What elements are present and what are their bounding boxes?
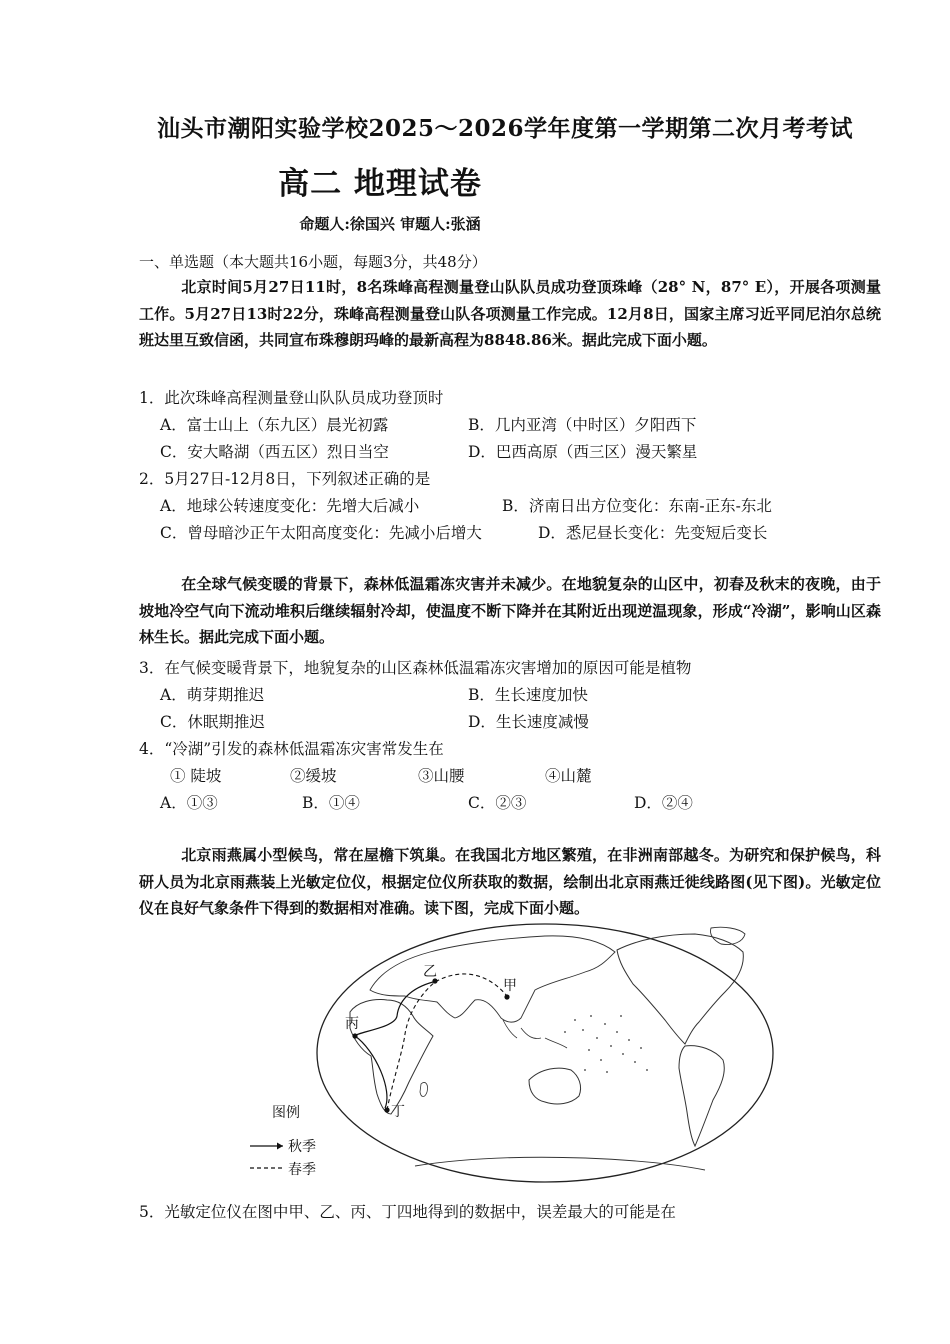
question-4-item-2: ②缓坡: [290, 767, 337, 785]
legend-autumn-arrow: [277, 1143, 283, 1150]
landmass-north-america: [617, 934, 743, 1044]
legend-title: 图例: [272, 1105, 300, 1121]
question-2-option-a[interactable]: A．地球公转速度变化：先增大后减小: [160, 497, 420, 515]
landmass-madagascar: [420, 1082, 428, 1096]
question-1-option-b[interactable]: B．几内亚湾（中时区）夕阳西下: [468, 416, 697, 434]
point-ding: [384, 1107, 389, 1112]
question-3-option-d[interactable]: D．生长速度减慢: [468, 713, 589, 731]
question-4-item-4: ④山麓: [545, 767, 592, 785]
route-spring: [387, 974, 507, 1110]
landmass-antarctica: [415, 1157, 705, 1170]
landmass-australia: [529, 1068, 581, 1104]
question-2-option-c[interactable]: C．曾母暗沙正午太阳高度变化：先减小后增大: [160, 524, 482, 542]
label-jia: 甲: [503, 978, 517, 994]
map-frame: [317, 924, 773, 1182]
question-1-stem: 1．此次珠峰高程测量登山队队员成功登顶时: [139, 389, 444, 407]
question-1-option-d[interactable]: D．巴西高原（西三区）漫天繁星: [468, 443, 698, 461]
question-1-option-c[interactable]: C．安大略湖（西五区）烈日当空: [160, 443, 389, 461]
question-4-option-b[interactable]: B．①④: [302, 794, 360, 812]
legend-autumn-label: 秋季: [288, 1139, 316, 1155]
label-bing: 丙: [345, 1016, 359, 1032]
pacific-islands: [564, 1015, 648, 1073]
question-4-option-d[interactable]: D．②④: [634, 794, 693, 812]
question-2-stem: 2．5月27日-12月8日，下列叙述正确的是: [139, 470, 431, 488]
landmass-southeast-asia: [503, 1020, 567, 1048]
question-5-stem: 5．光敏定位仪在图中甲、乙、丙、丁四地得到的数据中，误差最大的可能是在: [139, 1203, 676, 1221]
point-jia: [504, 994, 509, 999]
question-4-option-a[interactable]: A．①③: [160, 794, 218, 812]
exam-authors: 命题人:徐国兴 审题人:张涵: [299, 215, 481, 233]
question-3-option-b[interactable]: B．生长速度加快: [468, 686, 588, 704]
exam-title: 汕头市潮阳实验学校2025～2026学年度第一学期第二次月考考试: [156, 115, 854, 142]
question-2-option-d[interactable]: D．悉尼昼长变化：先变短后变长: [538, 524, 768, 542]
label-ding: 丁: [391, 1104, 405, 1120]
landmass-africa: [350, 1000, 433, 1115]
exam-subtitle: 高二 地理试卷: [278, 166, 482, 202]
swift-migration-map: [245, 920, 780, 1190]
question-1-option-a[interactable]: A．富士山上（东九区）晨光初露: [160, 416, 389, 434]
question-4-item-3: ③山腰: [418, 767, 465, 785]
question-3-option-c[interactable]: C．休眠期推迟: [160, 713, 265, 731]
question-4-stem: 4．“冷湖”引发的森林低温霜冻灾害常发生在: [139, 740, 444, 758]
section-heading: 一、单选题（本大题共16小题，每题3分，共48分）: [139, 253, 487, 271]
passage-1: 北京时间5月27日11时，8名珠峰高程测量登山队队员成功登顶珠峰（28° N，87° E），开展各项测量工作。5月27日13时22分，珠峰高程测量登山队各项测量工作完成。12月8日，国家主席习近平同尼泊尔总统班达里互致信函，共同宣布珠穆朗玛峰的最新高程为8848.86米。据此完成下面小题。: [139, 278, 881, 350]
landmass-south-america: [679, 1046, 724, 1146]
landmass-eurasia: [370, 936, 615, 1022]
question-3-stem: 3．在气候变暖背景下，地貌复杂的山区森林低温霜冻灾害增加的原因可能是植物: [139, 659, 692, 677]
passage-3: 北京雨燕属小型候鸟，常在屋檐下筑巢。在我国北方地区繁殖，在非洲南部越冬。为研究和保护候鸟，科研人员为北京雨燕装上光敏定位仪，根据定位仪所获取的数据，绘制出北京雨燕迁徙线路图(见下图)。光敏定位仪在良好气象条件下得到的数据相对准确。读下图，完成下面小题。: [139, 846, 881, 918]
label-yi: 乙: [423, 964, 437, 980]
passage-2: 在全球气候变暖的背景下，森林低温霜冻灾害并未减少。在地貌复杂的山区中，初春及秋末的夜晚，由于坡地冷空气向下流动堆积后继续辐射冷却，使温度不断下降并在其附近出现逆温现象，形成“冷湖”，影响山区森林生长。据此完成下面小题。: [139, 575, 881, 647]
question-2-option-b[interactable]: B．济南日出方位变化：东南-正东-东北: [502, 497, 772, 515]
question-3-option-a[interactable]: A．萌芽期推迟: [160, 686, 265, 704]
question-4-option-c[interactable]: C．②③: [468, 794, 527, 812]
legend-spring-label: 春季: [288, 1162, 316, 1178]
question-4-item-1: ① 陡坡: [170, 767, 222, 785]
point-bing: [352, 1033, 357, 1038]
